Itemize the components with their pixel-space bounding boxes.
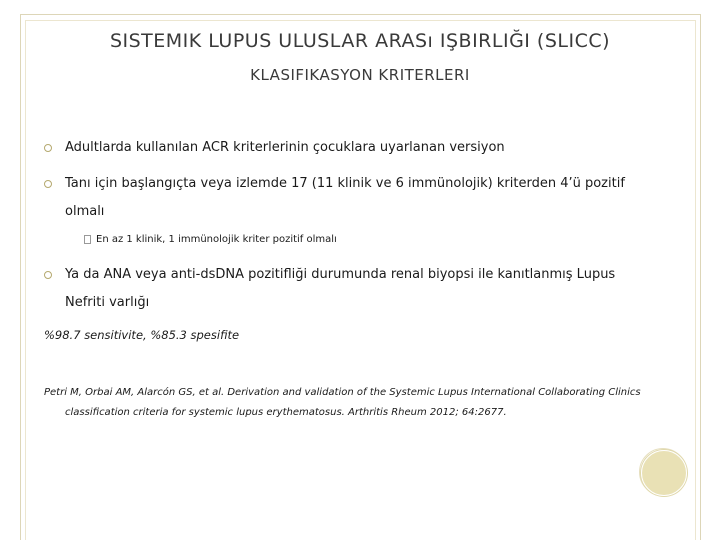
sub-bullet-text: En az 1 klinik, 1 immünolojik kriter pozitif olmalı (96, 234, 337, 245)
stats-text: %98.7 sensitivite, %85.3 spesifite (44, 328, 240, 342)
bullet-text: Tanı için başlangıçta veya izlemde 17 (11 klinik ve 6 immünolojik) kriterden 4’ü pozitif (65, 176, 625, 191)
border-top (20, 14, 701, 15)
bullet-text-cont: olmalı (65, 204, 105, 219)
slide-subtitle: KLASIFIKASYON KRITERLERI (250, 66, 470, 84)
circle-bullet-icon (44, 271, 52, 279)
bullet-text: Ya da ANA veya anti-dsDNA pozitifliği durumunda renal biyopsi ile kanıtlanmış Lupus (65, 267, 616, 282)
bullet-text: Adultlarda kullanılan ACR kriterlerinin çocuklara uyarlanan versiyon (65, 140, 505, 155)
border-inner-left (25, 20, 26, 540)
reference-line-2: classification criteria for systemic lupus erythematosus. Arthritis Rheum 2012; 64:2677. (65, 407, 507, 418)
border-inner-right (695, 20, 696, 540)
border-left (20, 14, 21, 540)
reference-line-1: Petri M, Orbai AM, Alarcón GS, et al. Derivation and validation of the Systemic Lupus International Collaborating Clinics (44, 387, 641, 398)
circle-bullet-icon (44, 144, 52, 152)
decorative-circle (641, 450, 687, 496)
border-inner-top (25, 20, 696, 21)
slide-title: SISTEMIK LUPUS ULUSLAR ARASı IŞBIRLIĞI (SLICC) (109, 30, 611, 52)
circle-bullet-icon (44, 180, 52, 188)
border-right (700, 14, 701, 540)
square-bullet-icon (84, 235, 91, 244)
bullet-text-cont: Nefriti varlığı (65, 295, 150, 310)
